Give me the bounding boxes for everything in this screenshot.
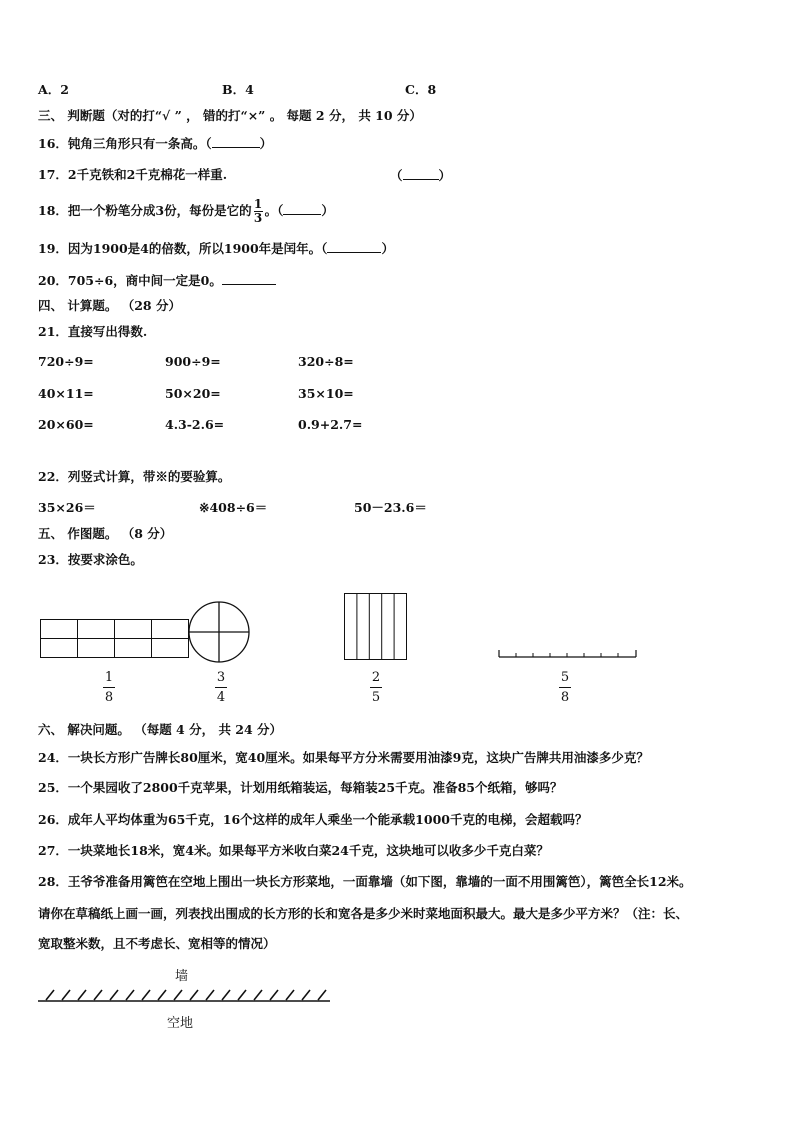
vertical-calc-item: 35×26＝: [38, 500, 96, 515]
question-22: 22．列竖式计算，带※的要验算。: [38, 469, 231, 484]
fraction-label: 1 8: [104, 670, 114, 705]
calc-item: 35×10=: [298, 386, 354, 401]
question-17-answer: （ ）: [390, 168, 452, 183]
segmented-line-figure[interactable]: [498, 648, 638, 660]
question-28-line2: 请你在草稿纸上画一画，列表找出围成的长方形的长和宽各是多少米时菜地面积最大。最大是多少平方米？（注：长、: [38, 906, 689, 921]
rectangle-eighths-figure[interactable]: [40, 619, 190, 659]
question-18: 18．把一个粉笔分成3份，每份是它的 $\frac{1}{3}$ 。（ ）: [38, 197, 334, 225]
fraction-label: 2 5: [371, 670, 381, 705]
calc-item: 900÷9=: [165, 354, 221, 369]
calc-item: 720÷9=: [38, 354, 94, 369]
section4-heading: 四、 计算题。 （28 分）: [38, 298, 181, 313]
option-b: B．4: [222, 82, 254, 97]
wall-label: 墙: [175, 969, 189, 984]
answer-blank-20[interactable]: [222, 272, 276, 285]
calc-item: 0.9+2.7=: [298, 417, 363, 432]
question-28-line3: 宽取整米数，且不考虑长、宽相等的情况）: [38, 936, 276, 951]
section6-heading: 六、 解决问题。 （每题 4 分， 共 24 分）: [38, 722, 283, 737]
question-16: 16．钝角三角形只有一条高。（ ）: [38, 136, 273, 151]
answer-blank-17[interactable]: [403, 167, 439, 180]
calc-item: 20×60=: [38, 417, 94, 432]
calc-item: 40×11=: [38, 386, 94, 401]
empty-ground-label: 空地: [167, 1016, 194, 1031]
answer-blank-18[interactable]: [283, 202, 321, 215]
question-24: 24．一块长方形广告牌长80厘米，宽40厘米。如果每平方分米需要用油漆9克，这块广告牌共用油漆多少克？: [38, 750, 649, 765]
question-21: 21．直接写出得数.: [38, 324, 148, 339]
wall-hatch-diagram: [38, 988, 332, 1004]
option-a: A．2: [38, 82, 69, 97]
fraction-label: 5 8: [560, 670, 570, 705]
calc-item: 4.3-2.6=: [165, 417, 225, 432]
calc-item: 50×20=: [165, 386, 221, 401]
fraction-label: 3 4: [216, 670, 226, 705]
circle-quarters-figure[interactable]: [187, 600, 251, 664]
question-17: 17．2千克铁和2千克棉花一样重.: [38, 167, 228, 182]
fraction-one-third: $\frac{1}{3}$: [253, 197, 263, 225]
question-27: 27．一块菜地长18米，宽4米。如果每平方米收白菜24千克，这块地可以收多少千克白菜？: [38, 843, 549, 858]
section3-heading: 三、 判断题（对的打“√ ” ， 错的打“×” 。 每题 2 分， 共 10 分）: [38, 108, 422, 123]
answer-blank-19[interactable]: [327, 240, 381, 253]
question-23: 23．按要求涂色。: [38, 552, 143, 567]
rectangle-fifths-figure[interactable]: [344, 593, 408, 661]
vertical-calc-item: 50－23.6＝: [354, 500, 427, 515]
section5-heading: 五、 作图题。 （8 分）: [38, 526, 173, 541]
question-26: 26．成年人平均体重为65千克，16个这样的成年人乘坐一个能承载1000千克的电梯，会超载吗？: [38, 812, 588, 827]
calc-item: 320÷8=: [298, 354, 354, 369]
question-19: 19．因为1900是4的倍数，所以1900年是闰年。（ ）: [38, 241, 394, 256]
question-25: 25．一个果园收了2800千克苹果，计划用纸箱装运，每箱装25千克。准备85个纸箱，够吗？: [38, 780, 563, 795]
question-28-line1: 28．王爷爷准备用篱笆在空地上围出一块长方形菜地，一面靠墙（如下图，靠墙的一面不用围篱笆），篱笆全长12米。: [38, 874, 692, 889]
vertical-calc-item: ※408÷6＝: [199, 500, 268, 515]
question-20: 20．705÷6，商中间一定是0。: [38, 272, 276, 289]
option-c: C．8: [405, 82, 437, 97]
answer-blank-16[interactable]: [212, 135, 260, 148]
